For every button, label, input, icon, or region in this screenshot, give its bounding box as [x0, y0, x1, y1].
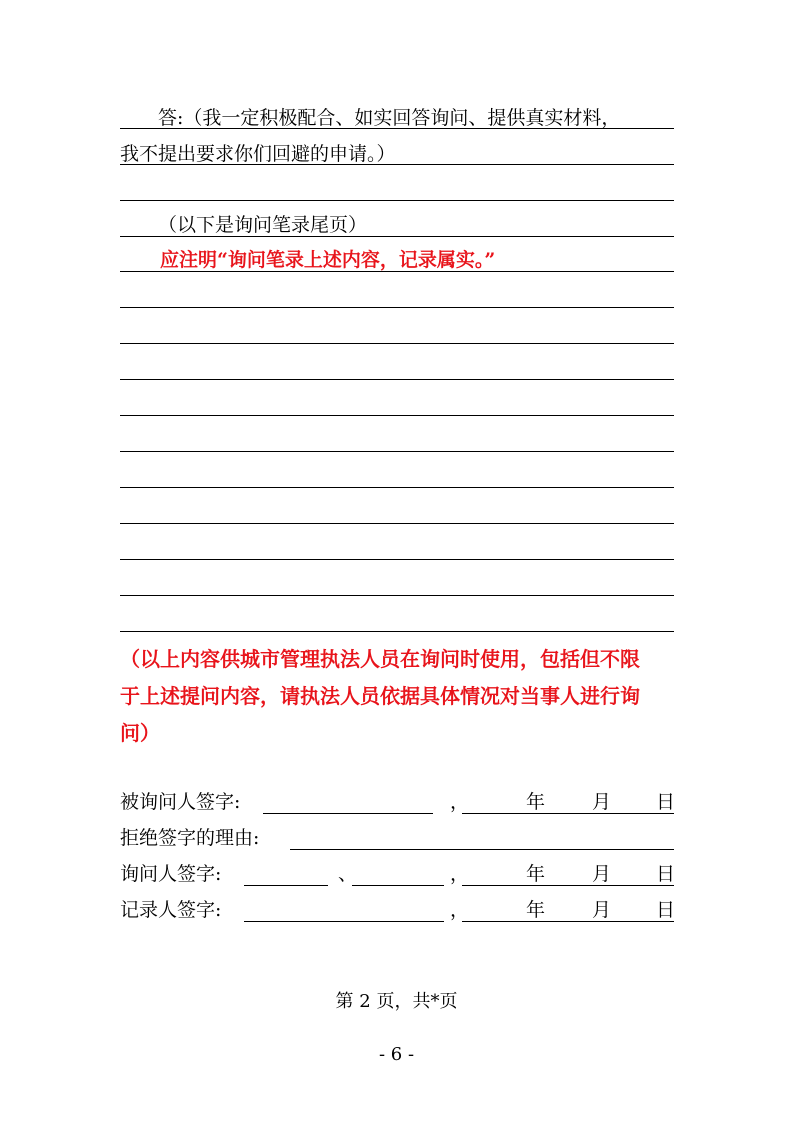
tail-page-note: （以下是询问笔录尾页）	[158, 214, 368, 236]
comma: ，	[450, 899, 470, 921]
interviewer-signature-field-2[interactable]	[352, 885, 444, 886]
interviewer-date-field[interactable]	[462, 885, 674, 886]
recorder-date-field[interactable]	[462, 921, 674, 922]
month-label: 月	[592, 899, 612, 921]
ruled-line	[120, 343, 674, 344]
interviewer-signature-label: 询问人签字:	[120, 863, 222, 885]
interviewer-signature-row	[120, 861, 674, 887]
day-label: 日	[656, 863, 676, 885]
interviewer-signature-field-1[interactable]	[244, 885, 328, 886]
ruled-line	[120, 415, 674, 416]
ruled-line	[120, 559, 674, 560]
recorder-signature-row	[120, 897, 674, 923]
answer-line-2: 我不提出要求你们回避的申请。）	[120, 143, 396, 165]
page-number: - 6 -	[378, 1044, 415, 1065]
answer-line-1: 答:（我一定积极配合、如实回答询问、提供真实材料，	[158, 107, 621, 129]
usage-note-line-3: 问）	[120, 721, 160, 745]
recorder-signature-field[interactable]	[244, 921, 444, 922]
dunhao: 、	[338, 863, 358, 885]
usage-note	[120, 641, 680, 752]
month-label: 月	[592, 791, 612, 813]
day-label: 日	[656, 791, 676, 813]
comma: ，	[450, 863, 470, 885]
ruled-line	[120, 379, 674, 380]
usage-note-line-2: 于上述提问内容，请执法人员依据具体情况对当事人进行询	[120, 684, 640, 708]
year-label: 年	[526, 791, 546, 813]
refusal-reason-field[interactable]	[290, 849, 674, 850]
interviewee-signature-label: 被询问人签字:	[120, 791, 241, 813]
interviewee-date-field[interactable]	[462, 813, 674, 814]
red-instruction-note: 应注明“询问笔录上述内容，记录属实。”	[160, 249, 496, 271]
year-label: 年	[526, 863, 546, 885]
refusal-reason-label: 拒绝签字的理由:	[120, 827, 260, 849]
month-label: 月	[592, 863, 612, 885]
ruled-line	[120, 595, 674, 596]
ruled-line	[120, 523, 674, 524]
page-info: 第 2 页，共*页	[335, 991, 458, 1012]
interviewee-signature-field[interactable]	[263, 813, 433, 814]
recorder-signature-label: 记录人签字:	[120, 899, 222, 921]
interviewee-signature-row	[120, 789, 674, 815]
day-label: 日	[656, 899, 676, 921]
ruled-line	[120, 200, 674, 201]
ruled-line	[120, 487, 674, 488]
ruled-line	[120, 307, 674, 308]
comma: ，	[450, 791, 470, 813]
ruled-line	[120, 451, 674, 452]
year-label: 年	[526, 899, 546, 921]
refusal-reason-row	[120, 825, 674, 851]
ruled-line	[120, 631, 674, 632]
usage-note-line-1: （以上内容供城市管理执法人员在询问时使用，包括但不限	[120, 647, 640, 671]
